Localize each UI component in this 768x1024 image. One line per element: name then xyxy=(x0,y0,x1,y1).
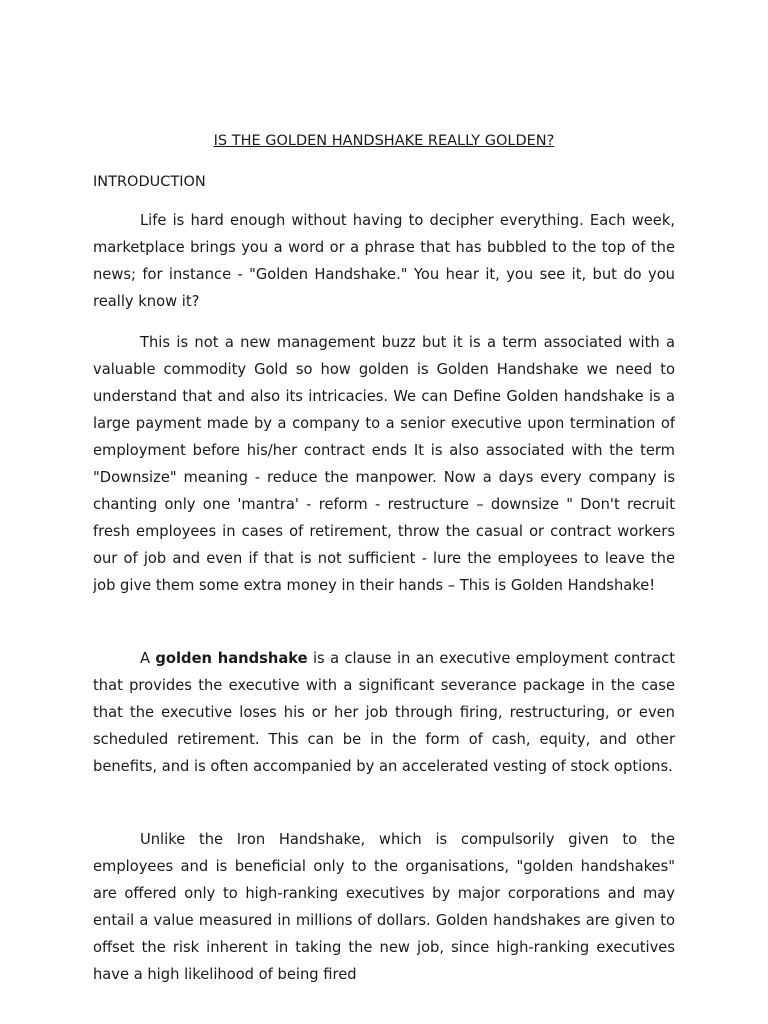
paragraph-4: Unlike the Iron Handshake, which is compulsorily given to the employees and is beneficial only to the organisations, "golden handshakes" are offered only to high-ranking executives by major corporations and may entail a value measured in millions of dollars. Golden handshakes are given to offset the risk inherent in taking the new job, since high-ranking executives have a high likelihood of being fired xyxy=(93,831,675,983)
document-title: IS THE GOLDEN HANDSHAKE REALLY GOLDEN? xyxy=(213,133,555,149)
paragraph-2: This is not a new management buzz but it is a term associated with a valuable commodity Gold so how golden is Golden Handshake we need to understand that and also its intricacies. We can Define Golden handshake is a large payment made by a company to a senior executive upon termination of employment before his/her contract ends It is also associated with the term "Downsize" meaning - reduce the manpower. Now a days every company is chanting only one 'mantra' - reform - restructure – downsize " Don't recruit fresh employees in cases of retirement, throw the casual or contract workers our of job and even if that is not sufficient - lure the employees to leave the job give them some extra money in their hands – This is Golden Handshake! xyxy=(93,334,675,594)
section-heading-introduction: INTRODUCTION xyxy=(93,174,206,190)
paragraph-1: Life is hard enough without having to decipher everything. Each week, marketplace brings you a word or a phrase that has bubbled to the top of the news; for instance - "Golden Handshake." You hear it, you see it, but do you really know it? xyxy=(93,212,675,310)
golden-handshake-term: golden handshake xyxy=(155,650,308,667)
paragraph-3 xyxy=(93,645,675,780)
paragraph-3-lead: A xyxy=(140,650,156,667)
paragraph-3-rest: is a clause in an executive employment contract that provides the executive with a significant severance package in the case that the executive loses his or her job through firing, restructuring, or even scheduled retirement. This can be in the form of cash, equity, and other benefits, and is often accompanied by an accelerated vesting of stock options. xyxy=(93,650,675,775)
document-page xyxy=(93,0,675,1024)
